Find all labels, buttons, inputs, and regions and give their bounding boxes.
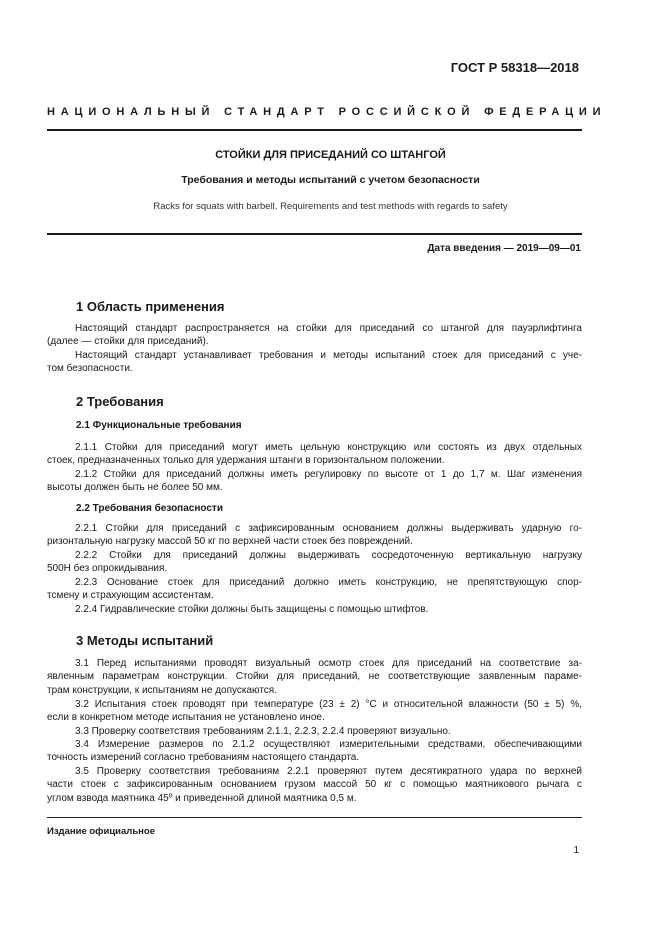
section-1-heading: 1 Область применения [76, 299, 225, 314]
paragraph-2-2-2: 2.2.2 Стойки для приседаний должны выдерживать сосредоточенную вертикальную нагрузку 500Н без опрокидывания. [47, 550, 582, 575]
paragraph-3-3: 3.3 Проверку соответствия требованиям 2.1.1, 2.2.3, 2.2.4 проверяют визуально. [75, 726, 451, 737]
paragraph-2-2-3: 2.2.3 Основание стоек для приседаний должно иметь конструкцию, не препятствующую спор- тсмену и страхующим ассистентам. [47, 577, 582, 602]
footer-rule [47, 817, 582, 818]
official-edition-label: Издание официальное [47, 826, 155, 837]
paragraph-3-2: 3.2 Испытания стоек проводят при температуре (23 ± 2) °С и относительной влажности (50 ± 5) %, если в конкретном методе испытания не установлено иное. [47, 699, 582, 724]
document-subtitle: Требования и методы испытаний с учетом безопасности [181, 174, 480, 186]
section-3-heading: 3 Методы испытаний [76, 633, 214, 648]
document-code: ГОСТ Р 58318—2018 [450, 60, 579, 75]
paragraph-2-1-1: 2.1.1 Стойки для приседаний могут иметь цельную конструкцию или состоять из двух отдельных стоек, предназначенных только для удержания штанги в горизонтальном положении. [47, 442, 582, 467]
introduction-date: Дата введения — 2019—09—01 [427, 243, 581, 254]
title-rule [47, 233, 582, 235]
subsection-2-2-heading: 2.2 Требования безопасности [76, 503, 223, 514]
paragraph-3-1: 3.1 Перед испытаниями проводят визуальный осмотр стоек для приседаний на соответствие за- явленным параметрам конструкции. Стойки для приседаний, не соответствующие заявленным параме- трам конструкции, к испытаниям не допускаются. [47, 658, 582, 696]
paragraph-1-1: Настоящий стандарт распространяется на стойки для приседаний со штангой для пауэрлифтинга (далее — стойки для приседаний). [47, 323, 582, 348]
page-number: 1 [573, 845, 579, 856]
subsection-2-1-heading: 2.1 Функциональные требования [76, 420, 242, 431]
english-title: Racks for squats with barbell. Requirements and test methods with regards to safety [153, 201, 508, 212]
paragraph-3-4: 3.4 Измерение размеров по 2.1.2 осуществляют измерительными средствами, обеспечивающими точность измерений согласно требованиям настоящего стандарта. [47, 739, 582, 764]
document-title: СТОЙКИ ДЛЯ ПРИСЕДАНИЙ СО ШТАНГОЙ [215, 149, 446, 161]
paragraph-3-5: 3.5 Проверку соответствия требованиям 2.2.1 проверяют путем десятикратного удара по верхней части стоек с зафиксированным основанием грузом массой 50 кг с помощью маятникового рычага с углом взвода маятника 45º и приведенной длиной маятника 0,5 м. [47, 766, 582, 804]
section-2-heading: 2 Требования [76, 394, 164, 409]
paragraph-2-2-4: 2.2.4 Гидравлические стойки должны быть защищены с помощью штифтов. [75, 604, 429, 615]
paragraph-1-2: Настоящий стандарт устанавливает требования и методы испытаний стоек для приседаний с уче- том безопасности. [47, 350, 582, 375]
paragraph-2-1-2: 2.1.2 Стойки для приседаний должны иметь регулировку по высоте от 1 до 1,7 м. Шаг изменения высоты должен быть не более 50 мм. [47, 469, 582, 494]
national-standard-banner: НАЦИОНАЛЬНЫЙ СТАНДАРТ РОССИЙСКОЙ ФЕДЕРАЦИИ [47, 106, 607, 118]
top-rule [47, 129, 582, 131]
paragraph-2-2-1: 2.2.1 Стойки для приседаний с зафиксированным основанием должны выдерживать ударную го- ризонтальную нагрузку массой 50 кг по верхней части стоек без повреждений. [47, 523, 582, 548]
